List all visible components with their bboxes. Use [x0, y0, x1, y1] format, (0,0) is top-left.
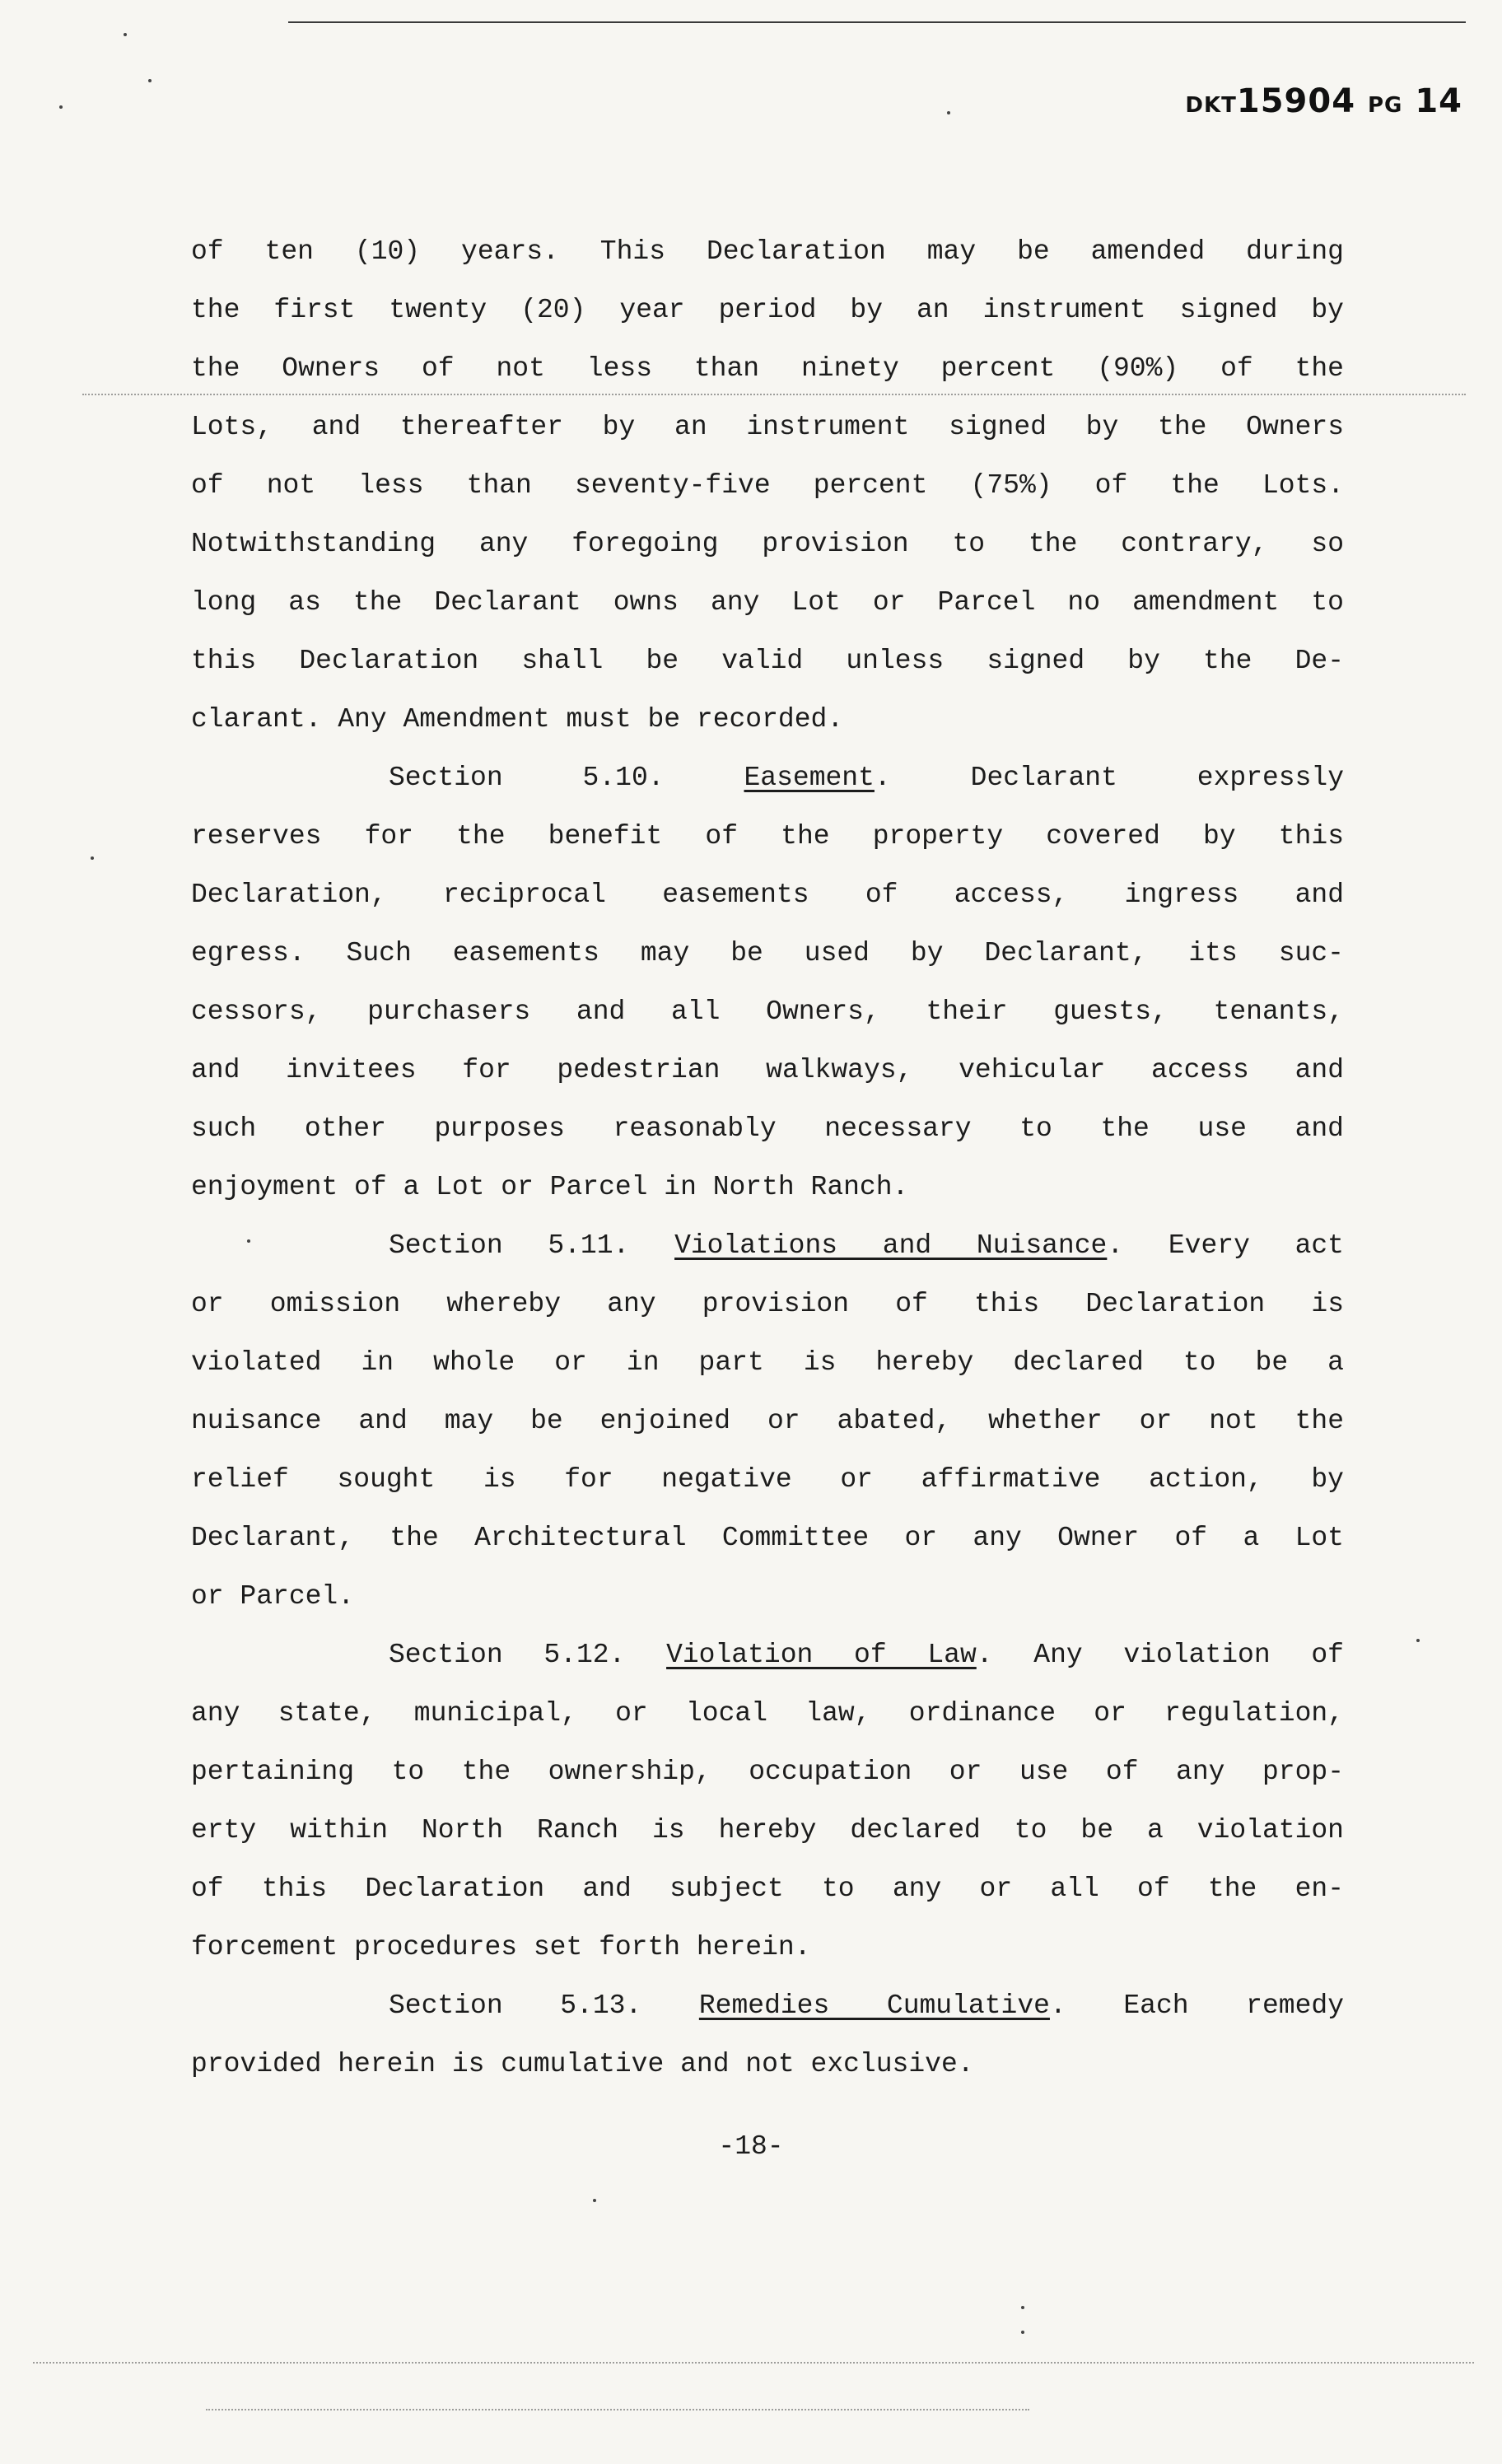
- text-line: Declarant, the Architectural Committee or any Owner of a Lot: [191, 1523, 1344, 1553]
- text-line: Declaration, reciprocal easements of access, ingress and: [191, 880, 1344, 910]
- scan-speck: [1021, 2331, 1024, 2334]
- section-number: Section 5.10.: [389, 763, 665, 793]
- section-heading-5-12: Section 5.12. Violation of Law. Any violation of: [389, 1640, 1344, 1670]
- document-body: [191, 222, 1344, 2093]
- section-first-text: Any violation of: [1033, 1640, 1344, 1670]
- text-line: forcement procedures set forth herein.: [191, 1932, 811, 1962]
- scan-speck: [593, 2199, 596, 2202]
- section-heading-5-13: Section 5.13. Remedies Cumulative. Each remedy: [389, 1990, 1344, 2021]
- text-line: of this Declaration and subject to any or all of the en-: [191, 1874, 1344, 1904]
- docket-pg-label: PG: [1367, 93, 1403, 118]
- text-line: violated in whole or in part is hereby declared to be a: [191, 1347, 1344, 1378]
- page-number: -18-: [718, 2131, 784, 2162]
- text-line: such other purposes reasonably necessary to the use and: [191, 1113, 1344, 1144]
- text-line: of ten (10) years. This Declaration may be amended during: [191, 236, 1344, 267]
- section-number: Section 5.11.: [389, 1230, 630, 1261]
- docket-page: 14: [1415, 82, 1462, 120]
- section-first-text: Every act: [1168, 1230, 1344, 1261]
- text-line: cessors, purchasers and all Owners, their guests, tenants,: [191, 996, 1344, 1027]
- section-title: Violation of Law: [666, 1640, 977, 1670]
- scan-speck: [91, 856, 94, 860]
- section-number: Section 5.13.: [389, 1990, 642, 2021]
- text-line: of not less than seventy-five percent (75%) of the Lots.: [191, 470, 1344, 501]
- text-line: or omission whereby any provision of this Declaration is: [191, 1289, 1344, 1319]
- text-line: or Parcel.: [191, 1581, 355, 1612]
- section-title: Remedies Cumulative: [698, 1990, 1050, 2021]
- docket-book: 15904: [1236, 82, 1356, 120]
- text-line: erty within North Ranch is hereby declared to be a violation: [191, 1815, 1344, 1846]
- text-line: pertaining to the ownership, occupation or use of any prop-: [191, 1757, 1344, 1787]
- text-line: clarant. Any Amendment must be recorded.: [191, 704, 844, 735]
- section-title: Easement: [744, 763, 875, 793]
- scan-noise-line: [33, 2362, 1474, 2364]
- text-line: reserves for the benefit of the property covered by this: [191, 821, 1344, 852]
- text-line: the Owners of not less than ninety percent (90%) of the: [191, 353, 1344, 384]
- text-line: this Declaration shall be valid unless signed by the De-: [191, 646, 1344, 676]
- text-line: long as the Declarant owns any Lot or Parcel no amendment to: [191, 587, 1344, 618]
- scan-speck: [124, 33, 127, 36]
- text-line: Lots, and thereafter by an instrument signed by the Owners: [191, 412, 1344, 442]
- text-line: the first twenty (20) year period by an instrument signed by: [191, 295, 1344, 325]
- text-line: enjoyment of a Lot or Parcel in North Ranch.: [191, 1172, 909, 1202]
- section-first-text: Each remedy: [1123, 1990, 1344, 2021]
- text-line: relief sought is for negative or affirmative action, by: [191, 1464, 1344, 1495]
- section-title: Violations and Nuisance: [674, 1230, 1108, 1261]
- text-line: egress. Such easements may be used by Declarant, its suc-: [191, 938, 1344, 968]
- text-line: and invitees for pedestrian walkways, vehicular access and: [191, 1055, 1344, 1085]
- text-line: any state, municipal, or local law, ordinance or regulation,: [191, 1698, 1344, 1729]
- text-line: provided herein is cumulative and not exclusive.: [191, 2049, 974, 2079]
- text-line: nuisance and may be enjoined or abated, whether or not the: [191, 1406, 1344, 1436]
- section-first-text: Declarant expressly: [970, 763, 1345, 793]
- section-number: Section 5.12.: [389, 1640, 626, 1670]
- scan-noise-line: [206, 2409, 1029, 2410]
- top-rule: [288, 21, 1466, 23]
- section-heading-5-11: Section 5.11. Violations and Nuisance. Every act: [389, 1230, 1344, 1261]
- scan-speck: [148, 79, 152, 82]
- docket-prefix: DKT: [1185, 93, 1237, 118]
- scan-speck: [1021, 2306, 1024, 2309]
- text-line: Notwithstanding any foregoing provision to the contrary, so: [191, 529, 1344, 559]
- scan-speck: [1416, 1639, 1420, 1642]
- scan-speck: [59, 105, 63, 109]
- section-heading-5-10: Section 5.10. Easement. Declarant expressly: [389, 763, 1345, 793]
- docket-stamp: [1185, 82, 1462, 120]
- scan-speck: [947, 111, 950, 114]
